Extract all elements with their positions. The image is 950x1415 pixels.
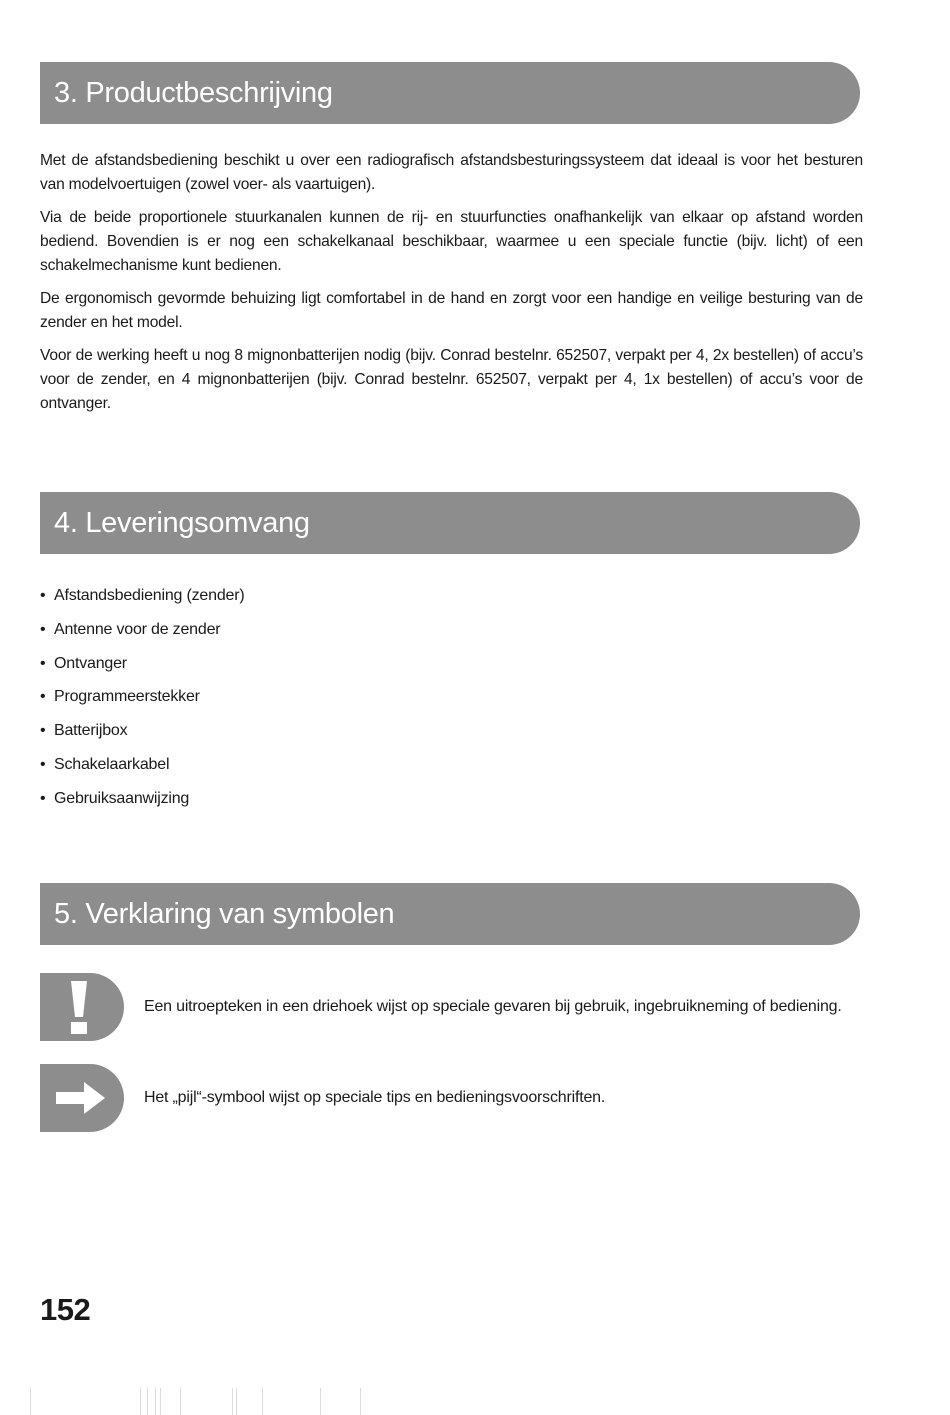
list-item xyxy=(40,680,244,714)
arrow-right-icon xyxy=(40,1064,124,1132)
section-4-title: 4. Leveringsomvang xyxy=(54,507,310,539)
page-number: 152 xyxy=(40,1292,91,1327)
bullet: • xyxy=(40,789,46,807)
list-item xyxy=(40,579,244,613)
bullet: • xyxy=(40,688,46,706)
symbol-row-arrow xyxy=(40,1064,870,1132)
symbol-row-warning xyxy=(40,973,870,1041)
section-3-header xyxy=(40,62,860,124)
symbol-description: Het „pijl“-symbool wijst op speciale tips en bedieningsvoorschriften. xyxy=(144,1089,606,1106)
bullet: • xyxy=(40,755,46,773)
list-item-label: Programmeerstekker xyxy=(54,688,200,706)
bullet: • xyxy=(40,587,46,604)
list-item xyxy=(40,782,244,816)
section-4-header xyxy=(40,492,860,554)
exclamation-icon xyxy=(40,973,124,1041)
list-item-label: Gebruiksaanwijzing xyxy=(54,789,190,807)
section-3-body xyxy=(40,149,863,425)
list-item-label: Afstandsbediening (zender) xyxy=(54,587,245,604)
section-5-title: 5. Verklaring van symbolen xyxy=(54,898,395,930)
paragraph: Voor de werking heeft u nog 8 mignonbatterijen nodig (bijv. Conrad bestelnr. 652507, verpakt per 4, 2x bestellen) of accu’s voor de zender, en 4 mignonbatterijen (bijv. Conrad bestelnr. 652507, verpakt per 4, 1x bestellen) of accu’s voor de ontvanger. xyxy=(40,347,863,412)
list-item xyxy=(40,647,244,681)
list-item xyxy=(40,748,244,782)
bullet: • xyxy=(40,654,46,672)
bullet: • xyxy=(40,620,46,638)
delivery-list xyxy=(40,579,244,816)
list-item-label: Batterijbox xyxy=(54,722,128,740)
scan-marks xyxy=(0,1388,950,1415)
section-5-header xyxy=(40,883,860,945)
bullet: • xyxy=(40,722,46,740)
list-item-label: Antenne voor de zender xyxy=(54,620,221,638)
list-item xyxy=(40,714,244,748)
list-item xyxy=(40,613,244,647)
list-item-label: Schakelaarkabel xyxy=(54,755,170,773)
list-item-label: Ontvanger xyxy=(54,654,127,672)
section-3-title: 3. Productbeschrijving xyxy=(54,77,333,109)
paragraph: De ergonomisch gevormde behuizing ligt comfortabel in de hand en zorgt voor een handige en veilige besturing van de zender en het model. xyxy=(40,290,863,331)
paragraph: Via de beide proportionele stuurkanalen kunnen de rij- en stuurfuncties onafhankelijk van elkaar op afstand worden bediend. Bovendien is er nog een schakelkanaal beschikbaar, waarmee u een speciale functie (bijv. licht) of een schakelmechanisme kunt bedienen. xyxy=(40,209,863,274)
symbol-description: Een uitroepteken in een driehoek wijst op speciale gevaren bij gebruik, ingebruikneming of bediening. xyxy=(144,998,842,1015)
paragraph: Met de afstandsbediening beschikt u over een radiografisch afstandsbesturingssysteem dat ideaal is voor het besturen van modelvoertuigen (zowel voer- als vaartuigen). xyxy=(40,152,863,193)
